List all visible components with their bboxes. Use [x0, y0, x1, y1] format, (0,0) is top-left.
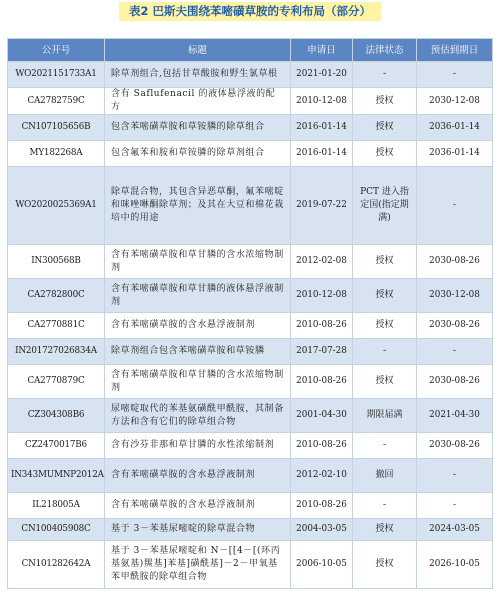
cell-title: 包含氟苯和胺和草铵膦的除草剂组合 [105, 141, 291, 167]
table-row [8, 88, 493, 115]
cell-application-date: 2012-02-10 [291, 459, 353, 493]
cell-title: 基于 3－苯基尿嘧啶和 N－[[4－[(环丙基氨基)羰基]苯基]磺酰基]－2－甲氧基苯甲酰胺的除草组合物 [105, 541, 291, 589]
cell-title: 含有苯嘧磺草胺的含水悬浮液制剂 [105, 313, 291, 339]
cell-legal-status: 授权 [353, 88, 417, 115]
cell-publication-number: CA2782759C [8, 88, 105, 115]
cell-estimated-expiry: 2024-03-05 [417, 519, 493, 541]
header-title: 标题 [105, 39, 291, 62]
cell-application-date: 2001-04-30 [291, 399, 353, 433]
table-row [8, 493, 493, 519]
cell-publication-number: WO2021151733A1 [8, 62, 105, 88]
cell-publication-number: IN300568B [8, 245, 105, 279]
cell-application-date: 2016-01-14 [291, 141, 353, 167]
cell-legal-status: 授权 [353, 141, 417, 167]
cell-title: 基于 3－苯基尿嘧啶的除草混合物 [105, 519, 291, 541]
caption-bar [0, 0, 500, 22]
cell-estimated-expiry: 2030-08-26 [417, 313, 493, 339]
table-row [8, 62, 493, 88]
cell-estimated-expiry: 2026-10-05 [417, 541, 493, 589]
cell-title: 包含苯嘧磺草胺和草铵膦的除草组合 [105, 115, 291, 141]
cell-title: 除草剂组合包含苯嘧磺草胺和草铵膦 [105, 339, 291, 365]
table-body [8, 62, 493, 589]
cell-application-date: 2004-03-05 [291, 519, 353, 541]
cell-estimated-expiry: 2036-01-14 [417, 115, 493, 141]
cell-legal-status: 授权 [353, 541, 417, 589]
cell-title: 含有苯嘧磺草胺的含水悬浮液制剂 [105, 493, 291, 519]
cell-legal-status: - [353, 493, 417, 519]
cell-title: 含有沙芬非那和草甘膦的水性浓缩制剂 [105, 433, 291, 459]
header-row [8, 39, 493, 62]
cell-title: 尿嘧啶取代的苯基氨磺酰甲酰胺，其制备方法和含有它们的除草组合物 [105, 399, 291, 433]
cell-publication-number: CA2770881C [8, 313, 105, 339]
cell-publication-number: CN107105656B [8, 115, 105, 141]
cell-application-date: 2010-08-26 [291, 313, 353, 339]
table-row [8, 519, 493, 541]
table-caption: 表2 巴斯夫围绕苯嘧磺草胺的专利布局（部分） [119, 2, 381, 21]
cell-title: 含有苯嘧磺草胺和草甘膦的含水浓缩物制剂 [105, 245, 291, 279]
table-row [8, 365, 493, 399]
cell-legal-status: 授权 [353, 519, 417, 541]
cell-application-date: 2021-01-20 [291, 62, 353, 88]
cell-legal-status: 期限届满 [353, 399, 417, 433]
cell-title: 含有苯嘧磺草胺和草甘膦的含水浓缩物制剂 [105, 365, 291, 399]
cell-legal-status: - [353, 339, 417, 365]
cell-estimated-expiry: 2030-08-26 [417, 433, 493, 459]
cell-publication-number: WO2020025369A1 [8, 167, 105, 245]
cell-application-date: 2010-08-26 [291, 365, 353, 399]
cell-publication-number: CZ2470017B6 [8, 433, 105, 459]
cell-application-date: 2012-02-08 [291, 245, 353, 279]
cell-application-date: 2019-07-22 [291, 167, 353, 245]
table-row [8, 399, 493, 433]
cell-application-date: 2017-07-28 [291, 339, 353, 365]
header-legal-status: 法律状态 [353, 39, 417, 62]
cell-legal-status: 授权 [353, 115, 417, 141]
cell-legal-status: - [353, 433, 417, 459]
cell-estimated-expiry: 2021-04-30 [417, 399, 493, 433]
cell-estimated-expiry: - [417, 459, 493, 493]
cell-legal-status: 授权 [353, 279, 417, 313]
cell-estimated-expiry: 2030-12-08 [417, 279, 493, 313]
cell-application-date: 2010-08-26 [291, 433, 353, 459]
cell-publication-number: IN201727026834A [8, 339, 105, 365]
cell-estimated-expiry: - [417, 339, 493, 365]
cell-estimated-expiry: 2030-08-26 [417, 365, 493, 399]
cell-publication-number: CZ304308B6 [8, 399, 105, 433]
table-row [8, 245, 493, 279]
table-row [8, 433, 493, 459]
header-estimated-expiry: 预估到期日 [417, 39, 493, 62]
cell-application-date: 2010-12-08 [291, 279, 353, 313]
table-row [8, 115, 493, 141]
cell-application-date: 2016-01-14 [291, 115, 353, 141]
cell-application-date: 2010-12-08 [291, 88, 353, 115]
cell-publication-number: CN100405908C [8, 519, 105, 541]
table-row [8, 141, 493, 167]
cell-title: 含有苯嘧磺草胺和草甘膦的液体悬浮液制剂 [105, 279, 291, 313]
table-row [8, 279, 493, 313]
cell-estimated-expiry: - [417, 493, 493, 519]
cell-estimated-expiry: 2036-01-14 [417, 141, 493, 167]
cell-title: 含有苯嘧磺草胺的含水悬浮液制剂 [105, 459, 291, 493]
table-row [8, 313, 493, 339]
cell-legal-status: 授权 [353, 313, 417, 339]
cell-estimated-expiry: - [417, 62, 493, 88]
cell-publication-number: IL218005A [8, 493, 105, 519]
table-row [8, 167, 493, 245]
header-application-date: 申请日 [291, 39, 353, 62]
cell-legal-status: 授权 [353, 245, 417, 279]
cell-publication-number: IN343MUMNP2012A [8, 459, 105, 493]
cell-estimated-expiry: 2030-12-08 [417, 88, 493, 115]
cell-title: 除草混合物，其包含异恶草酮，氟苯嘧啶和咪唑啉酮除草剂；及其在大豆和棉花栽培中的用途 [105, 167, 291, 245]
cell-estimated-expiry: 2030-08-26 [417, 245, 493, 279]
cell-title: 除草剂组合,包括甘草酸胺和野生氯草根 [105, 62, 291, 88]
cell-title: 含有 Saflufenacil 的液体悬浮液的配方 [105, 88, 291, 115]
table-row [8, 339, 493, 365]
table-header [8, 39, 493, 62]
table-row [8, 459, 493, 493]
cell-estimated-expiry: - [417, 167, 493, 245]
cell-application-date: 2010-08-26 [291, 493, 353, 519]
patent-table [7, 38, 493, 589]
cell-publication-number: MY182268A [8, 141, 105, 167]
cell-application-date: 2006-10-05 [291, 541, 353, 589]
header-publication-number: 公开号 [8, 39, 105, 62]
cell-legal-status: 授权 [353, 365, 417, 399]
table-row [8, 541, 493, 589]
cell-publication-number: CA2770879C [8, 365, 105, 399]
cell-legal-status: PCT 进入指定国(指定期满) [353, 167, 417, 245]
cell-legal-status: - [353, 62, 417, 88]
cell-legal-status: 撤回 [353, 459, 417, 493]
cell-publication-number: CA2782800C [8, 279, 105, 313]
cell-publication-number: CN101282642A [8, 541, 105, 589]
